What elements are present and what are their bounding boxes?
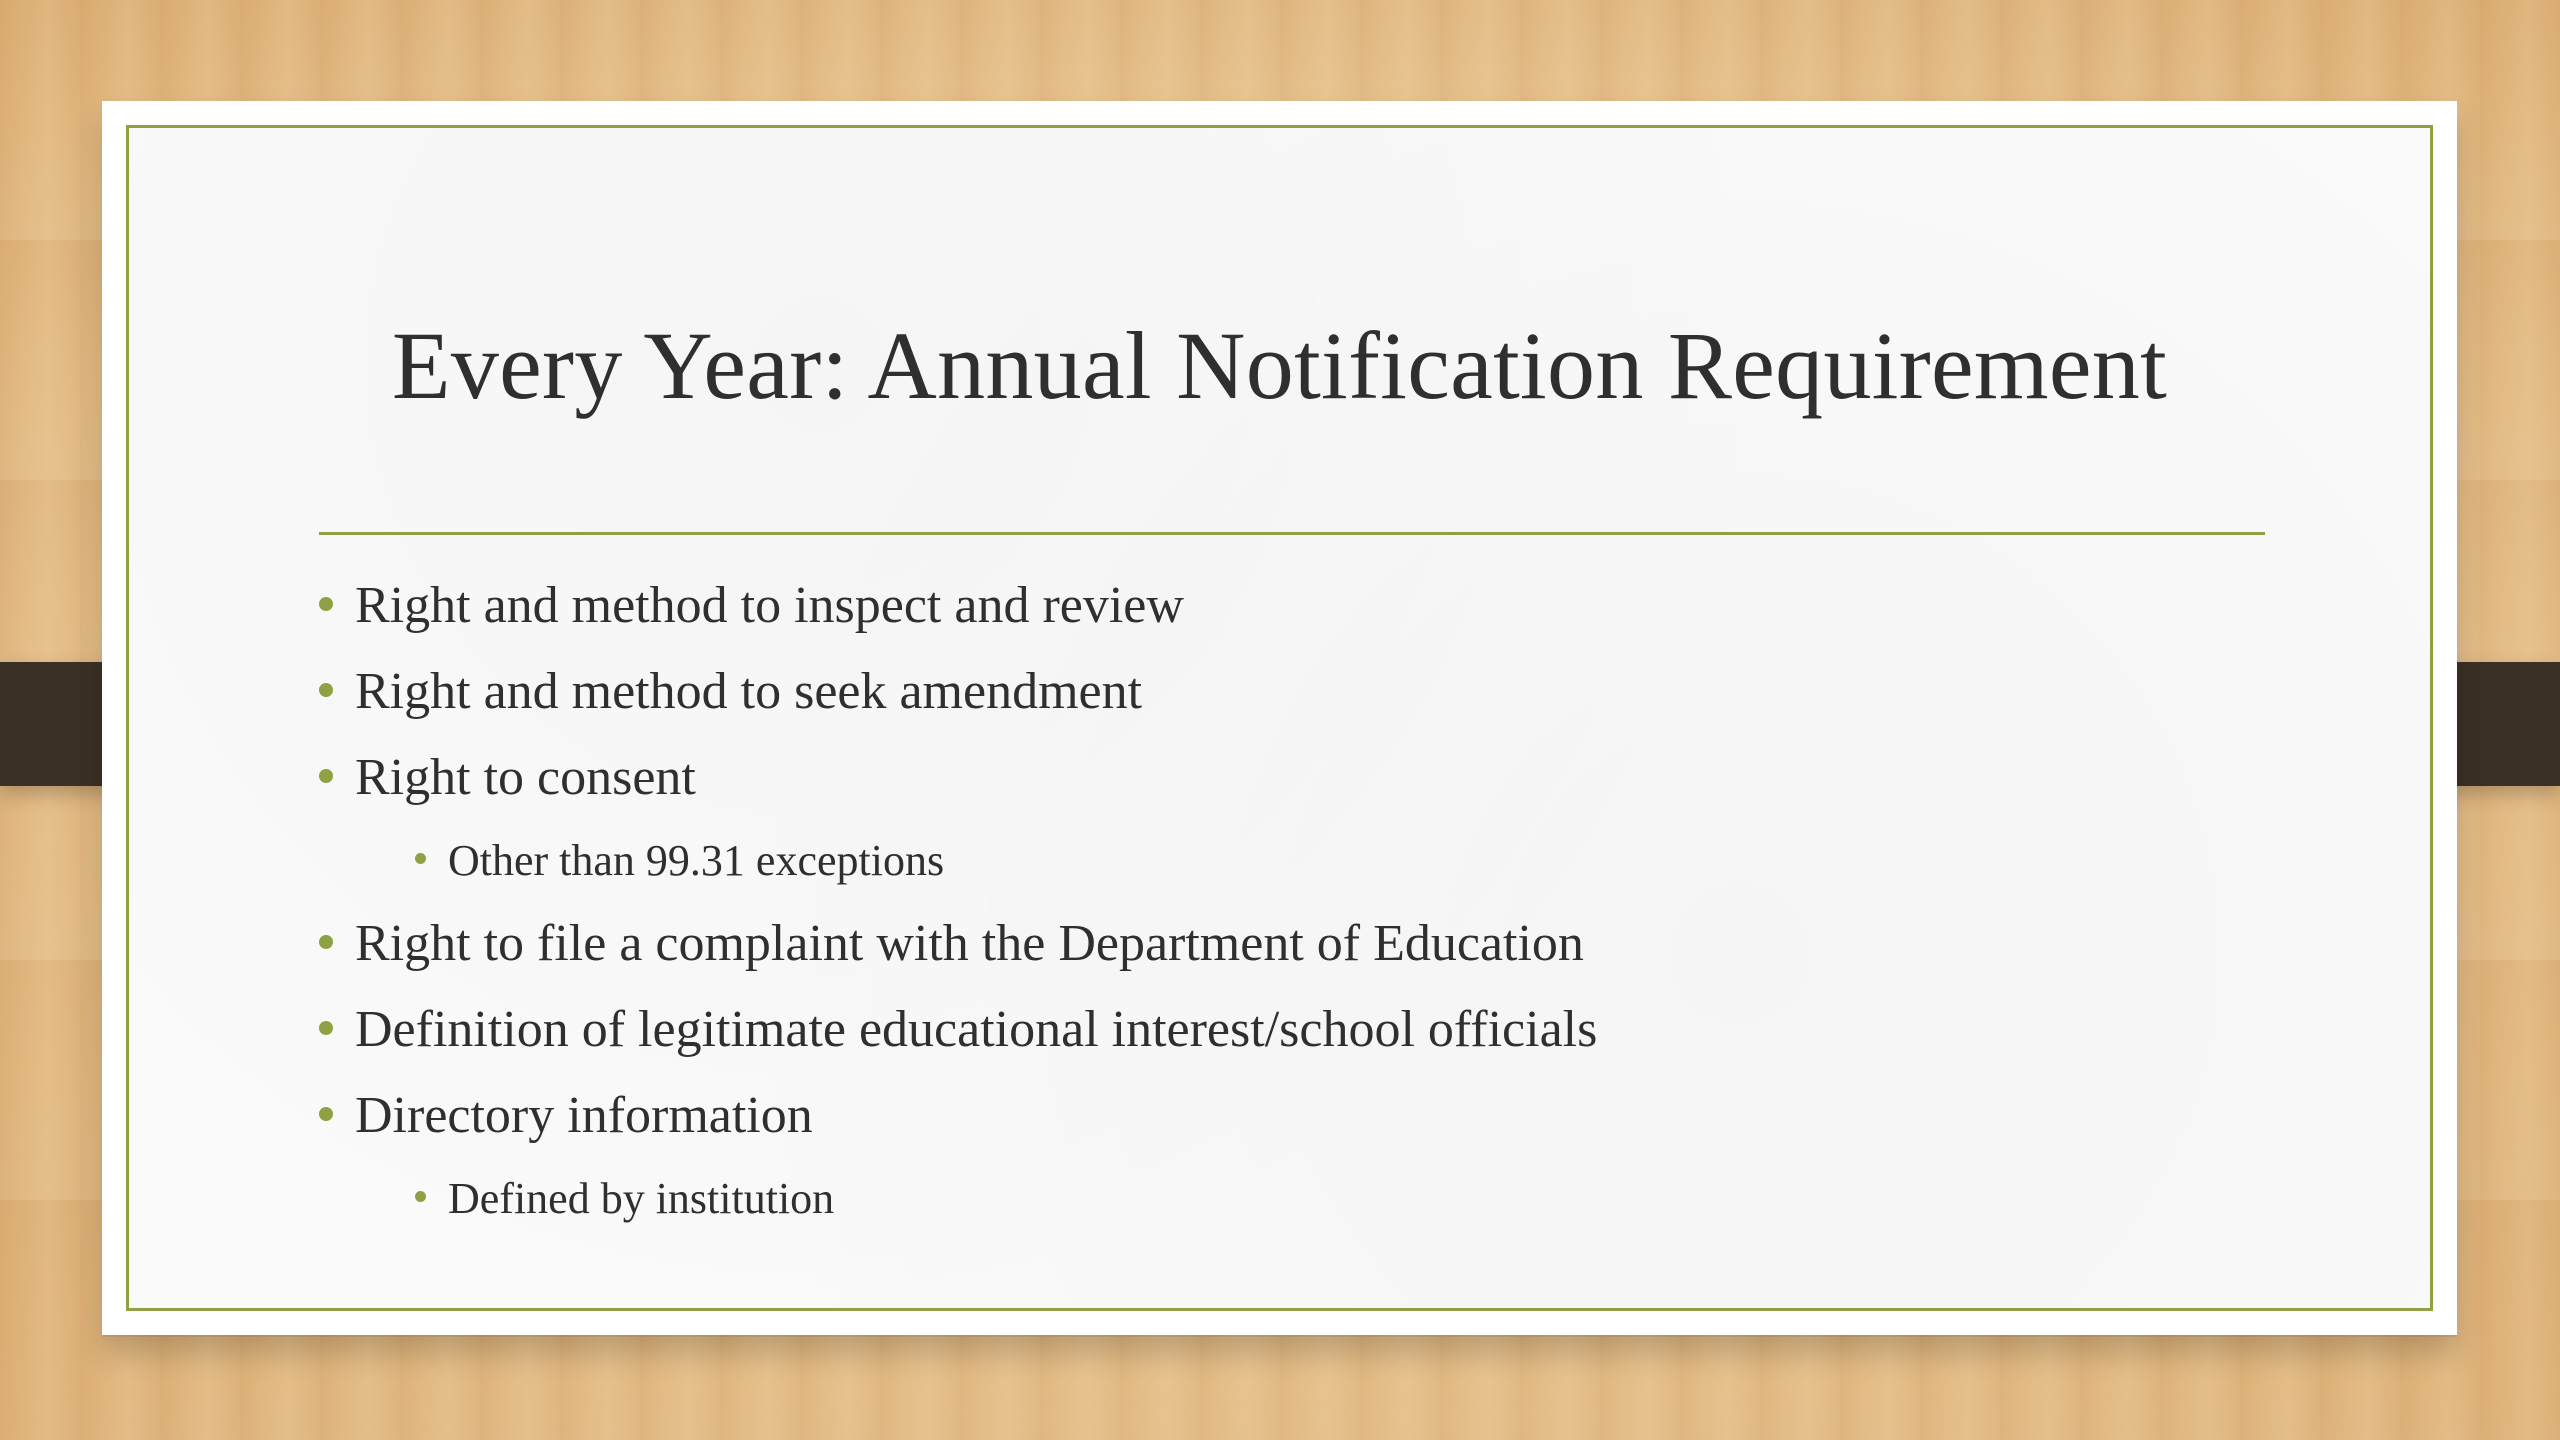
bullet-item [319,901,2210,987]
bullet-item [319,987,2210,1073]
bullet-dot-icon [319,769,333,783]
sub-bullet-dot-icon [415,853,426,864]
bullet-item [319,1073,2210,1159]
bullet-dot-icon [319,1107,333,1121]
bullet-list [319,563,2210,1239]
sub-bullet-item [319,1159,2210,1239]
bullet-item [319,649,2210,735]
slide-title: Every Year: Annual Notification Requirement [391,312,2168,419]
slide-card [102,101,2457,1335]
bullet-text: Right and method to inspect and review [355,577,1184,634]
title-divider [319,532,2265,535]
bullet-text: Definition of legitimate educational interest/school officials [355,1001,1598,1058]
bullet-text: Right to file a complaint with the Department of Education [355,915,1584,972]
bullet-dot-icon [319,683,333,697]
bullet-dot-icon [319,597,333,611]
bullet-dot-icon [319,935,333,949]
sub-bullet-dot-icon [415,1191,426,1202]
bullet-text: Right and method to seek amendment [355,663,1143,720]
sub-bullet-text: Defined by institution [448,1174,835,1223]
bullet-text: Right to consent [355,749,696,806]
sub-bullet-item [319,821,2210,901]
sub-bullet-text: Other than 99.31 exceptions [448,836,945,885]
slide-frame [126,125,2433,1311]
bullet-item [319,735,2210,821]
bullet-dot-icon [319,1021,333,1035]
bullet-item [319,563,2210,649]
bullet-text: Directory information [355,1087,813,1144]
